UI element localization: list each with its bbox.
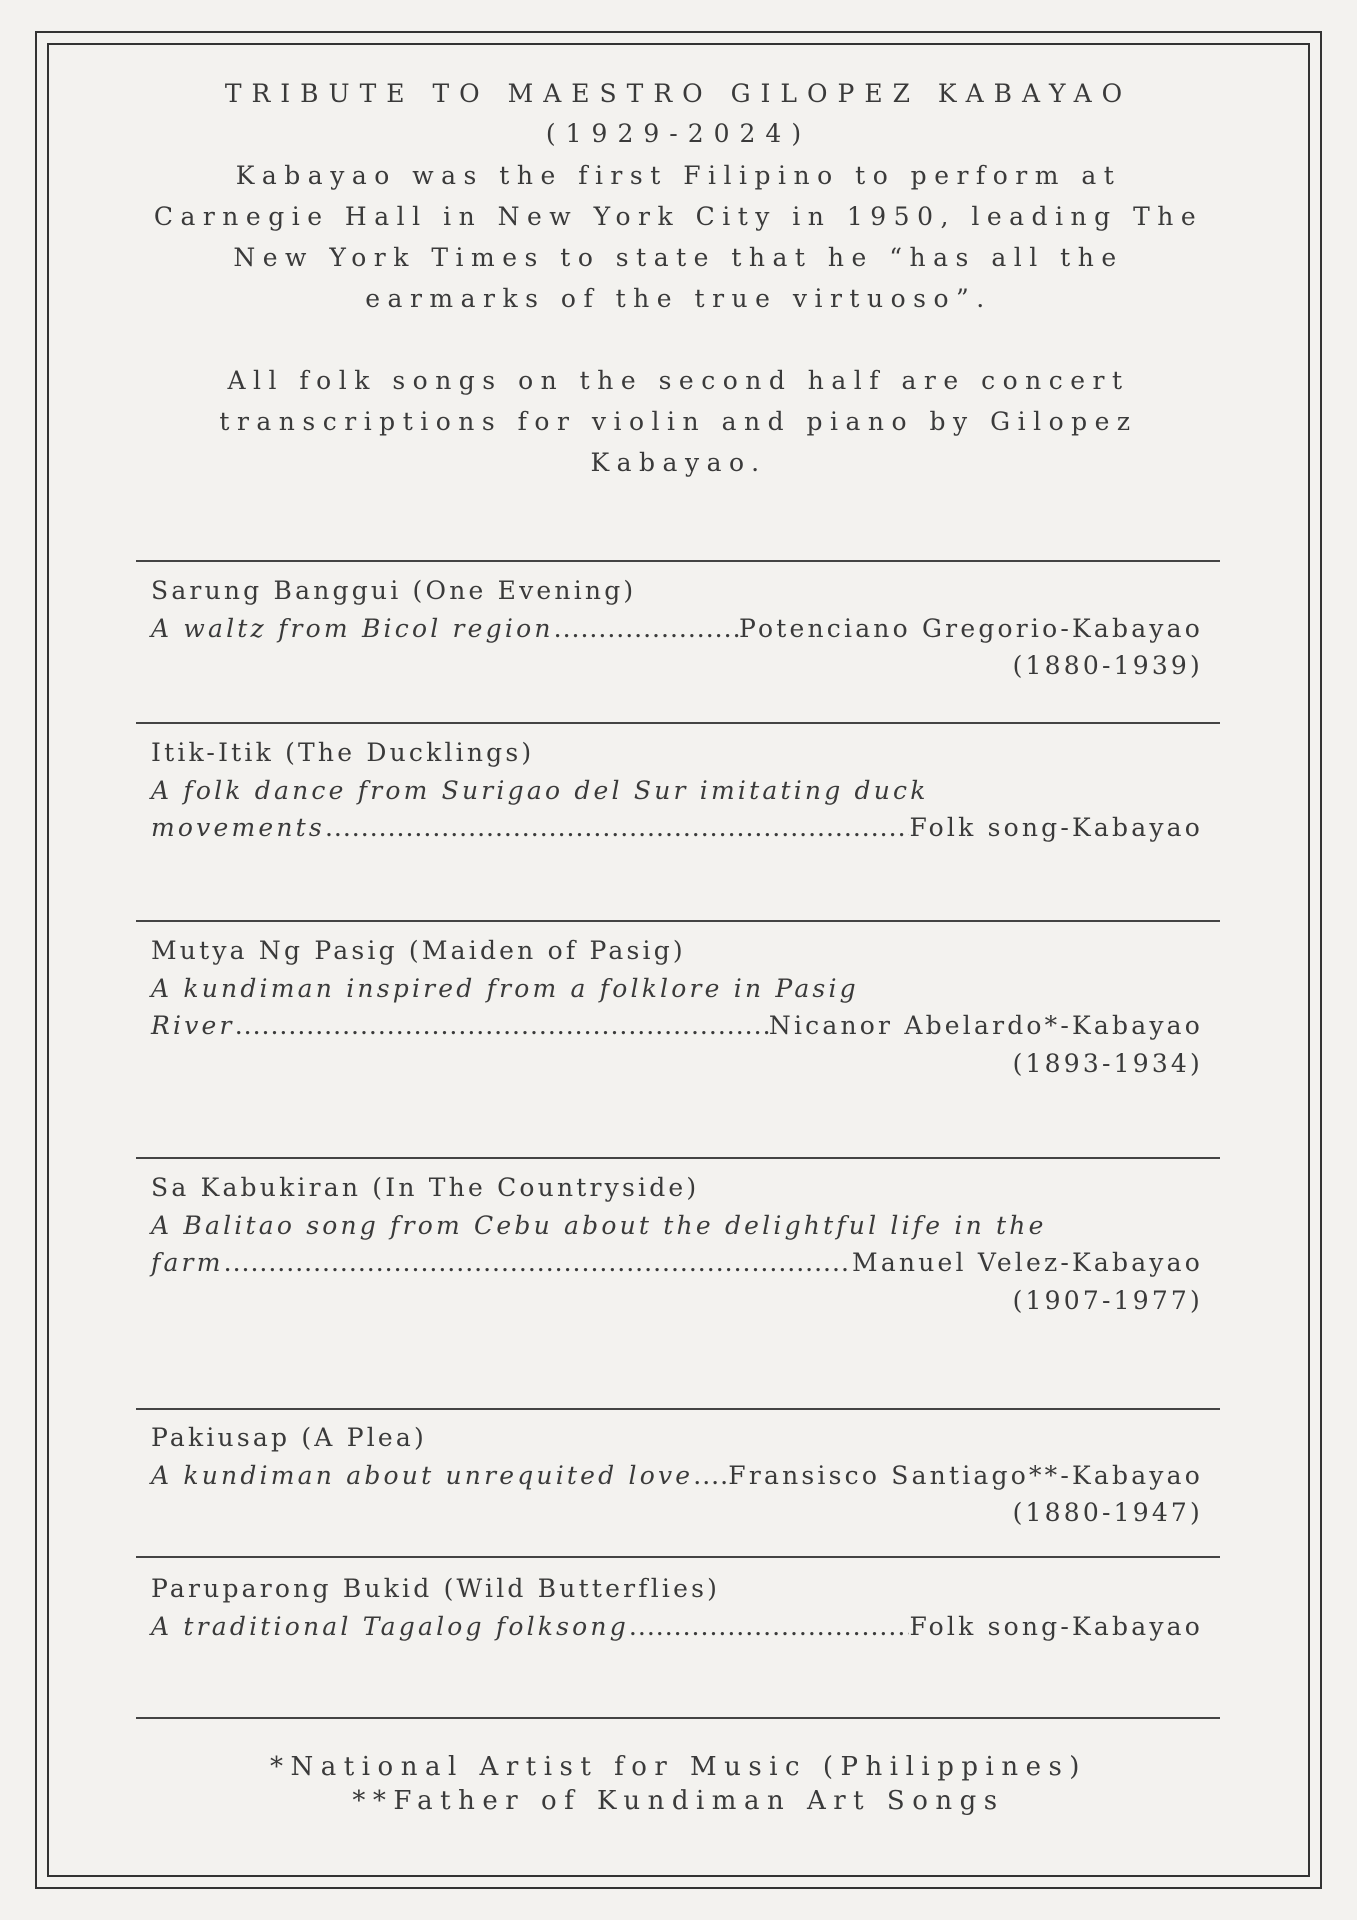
piece-description-row [151,809,1203,847]
piece-description-cont: farm [151,1248,224,1277]
divider [136,1157,1220,1159]
divider [136,920,1220,922]
piece-description: A waltz from Bicol region [151,613,554,643]
footnotes [150,1750,1207,1818]
piece-title: Sa Kabukiran (In The Countryside) [151,1173,700,1202]
piece-description-row [151,1608,1203,1646]
divider [136,1717,1220,1719]
program-item [151,572,1203,685]
dot-leader [629,1608,910,1646]
transcription-note: All folk songs on the second half are concert transcriptions for violin and piano by Gilopez Kabayao. [219,366,1138,477]
page-title [150,74,1207,154]
title-line: TRIBUTE TO MAESTRO GILOPEZ KABAYAO [224,79,1133,108]
piece-description-row [151,1244,1203,1282]
footnote-father-of-kundiman: **Father of Kundiman Art Songs [352,1786,1005,1816]
title-years: (1929-2024) [545,119,812,148]
program-item [151,1169,1203,1319]
program-item [151,932,1203,1082]
piece-description: A traditional Tagalog folksong [151,1611,629,1641]
piece-description-cont: River [151,1011,235,1040]
program-item [151,1570,1203,1645]
dot-leader [693,1457,728,1495]
piece-description-row [151,1457,1203,1495]
piece-composer: Potenciano Gregorio-Kabayao [739,613,1203,643]
piece-composer: Fransisco Santiago**-Kabayao [728,1460,1203,1490]
piece-title: Sarung Banggui (One Evening) [151,576,637,605]
piece-title: Mutya Ng Pasig (Maiden of Pasig) [151,936,686,965]
dot-leader [554,610,739,648]
piece-composer: Folk song-Kabayao [909,813,1203,842]
footnote-national-artist: *National Artist for Music (Philippines) [270,1752,1087,1782]
divider [136,722,1220,724]
piece-description: A kundiman about unrequited love [151,1460,694,1490]
composer-years: (1893-1934) [1012,1048,1203,1078]
composer-years: (1880-1947) [1012,1498,1203,1527]
divider [136,560,1220,562]
piece-description: A folk dance from Surigao del Sur imitating duck [151,775,929,805]
composer-years: (1907-1977) [1012,1285,1203,1315]
piece-description-row [151,610,1203,648]
piece-title: Pakiusap (A Plea) [151,1423,427,1452]
piece-description-row [151,1007,1203,1045]
program-item [151,734,1203,847]
piece-title: Paruparong Bukid (Wild Butterflies) [151,1574,721,1603]
composer-years: (1880-1939) [1012,651,1203,680]
piece-title: Itik-Itik (The Ducklings) [151,738,535,767]
piece-composer: Nicanor Abelardo*-Kabayao [768,1011,1203,1040]
piece-composer: Folk song-Kabayao [909,1611,1203,1641]
piece-description: A Balitao song from Cebu about the delightful life in the [151,1210,1047,1240]
divider [136,1556,1220,1558]
program-item [151,1419,1203,1532]
intro-paragraph: Kabayao was the first Filipino to perform at Carnegie Hall in New York City in 1950, leading The New York Times to state that he “has all the earmarks of the true virtuoso”. [153,161,1204,313]
dot-leader [224,1244,852,1282]
dot-leader [325,809,910,847]
divider [136,1408,1220,1410]
dot-leader [235,1007,769,1045]
piece-description-cont: movements [151,813,325,842]
piece-composer: Manuel Velez-Kabayao [852,1248,1203,1277]
piece-description: A kundiman inspired from a folklore in Pasig [151,973,859,1003]
